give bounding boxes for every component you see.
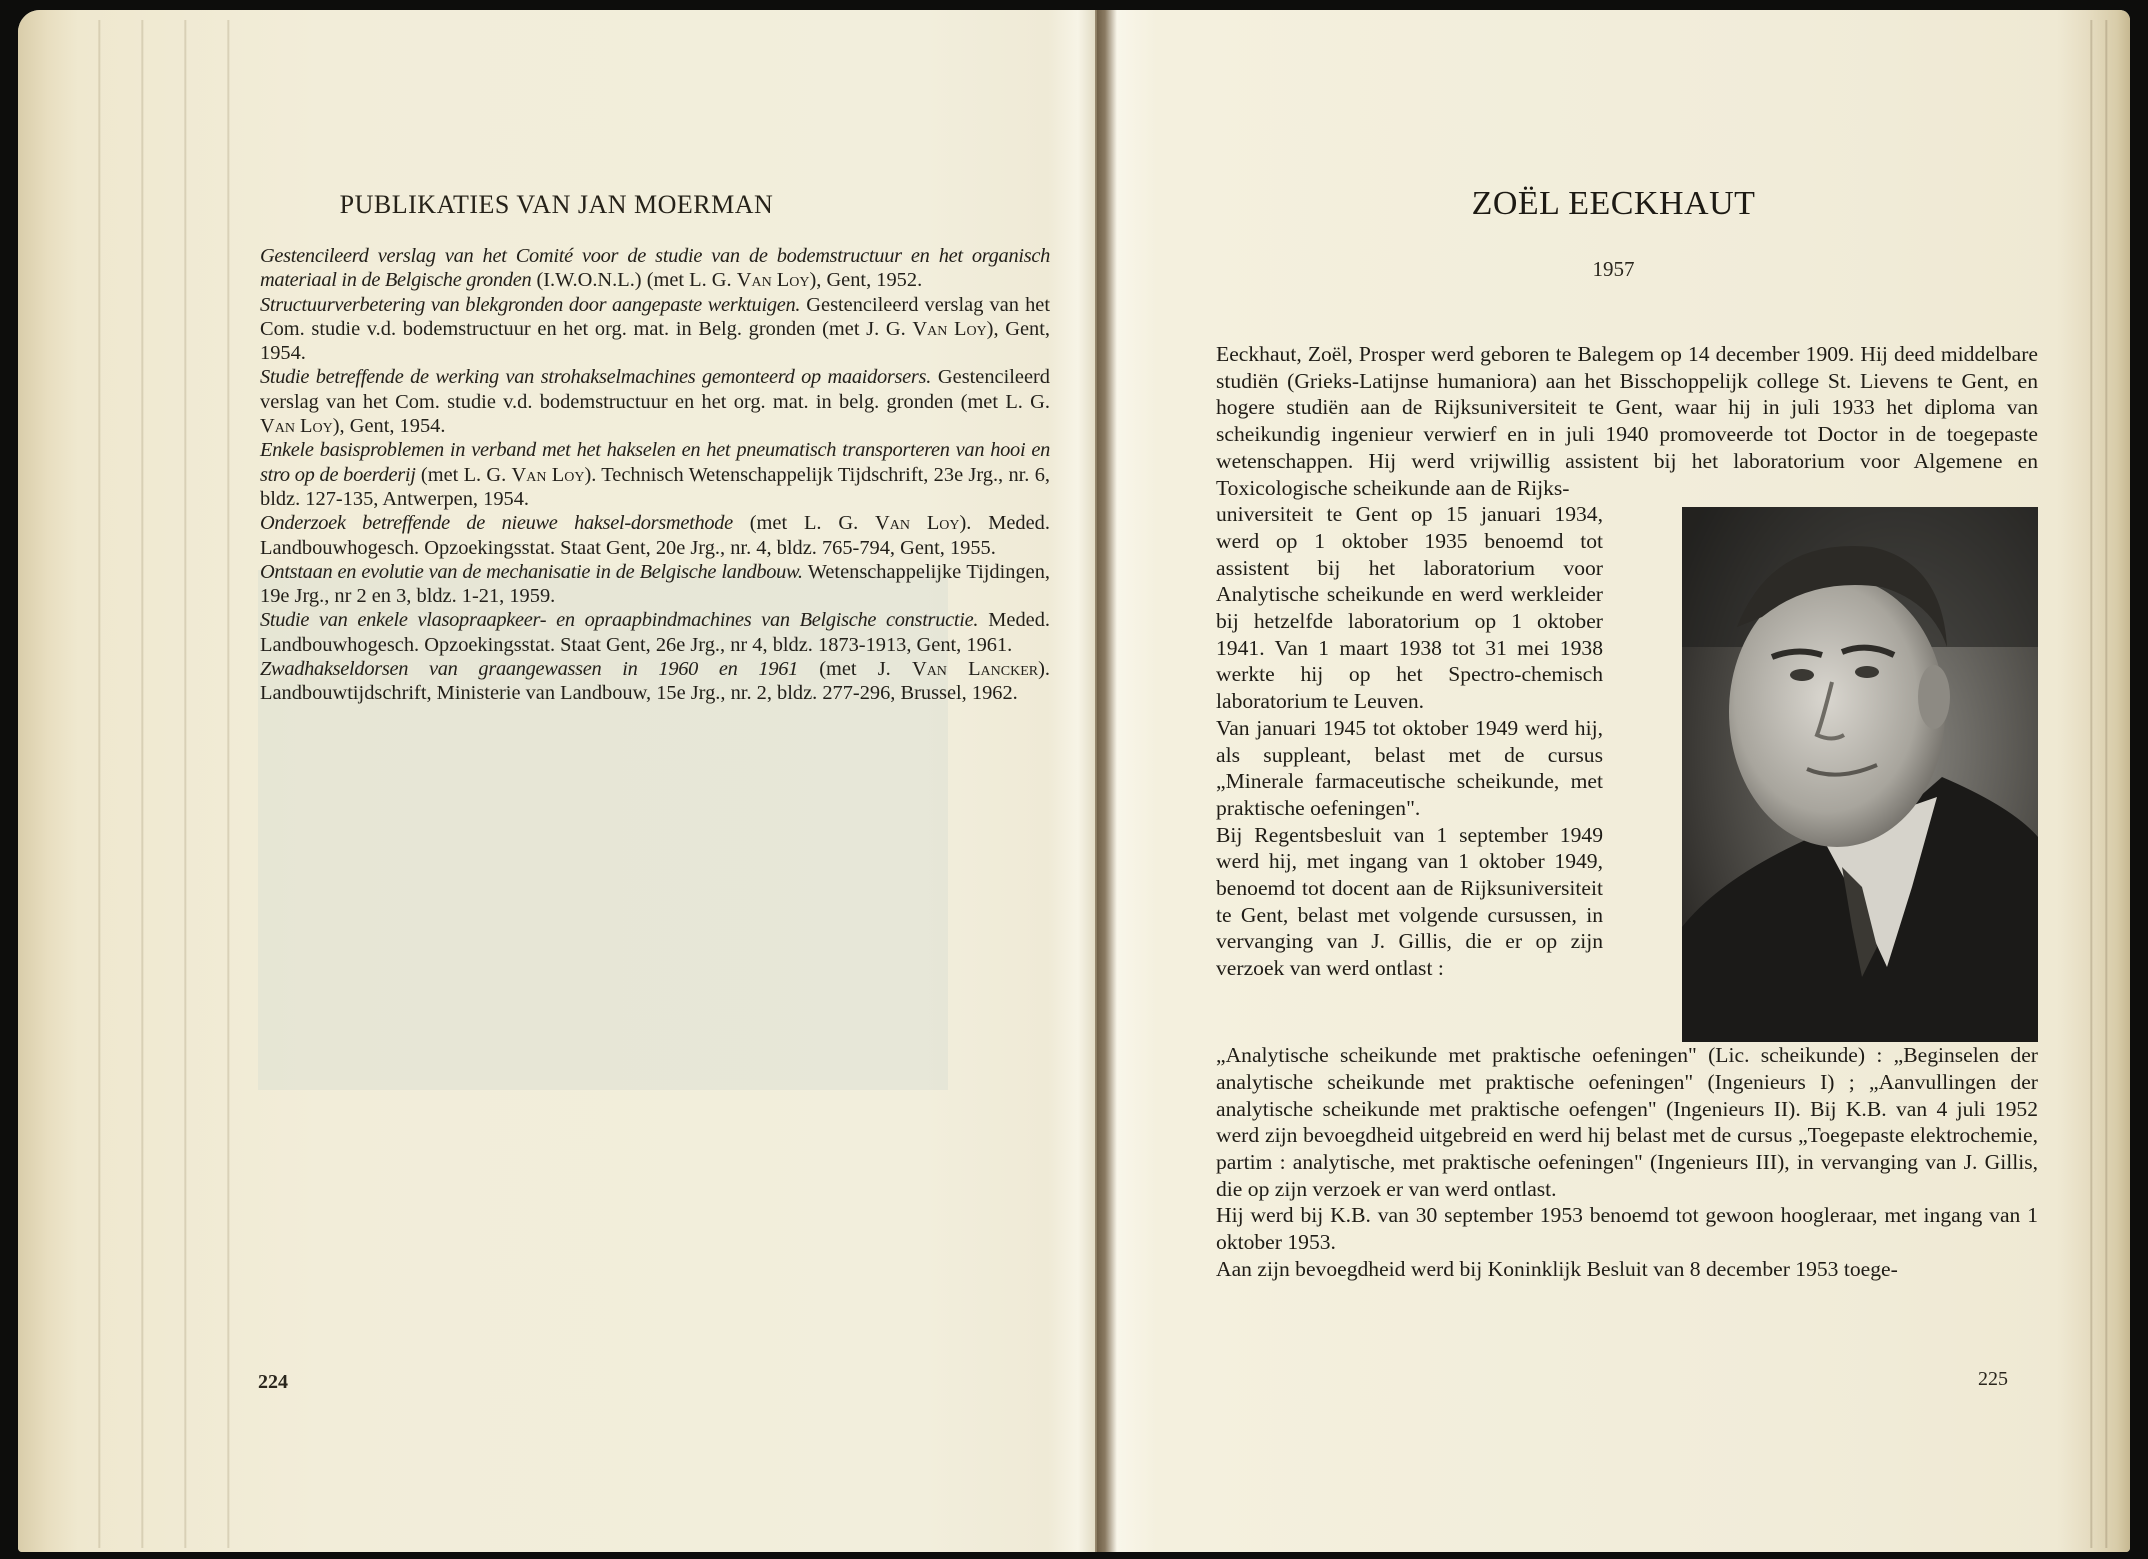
publication-source: ), Gent, 1952.	[809, 269, 923, 292]
coauthor-name: Van Loy	[736, 269, 810, 292]
text-wrapped-column	[1216, 501, 1603, 982]
publication-title: Structuurverbetering van blekgronden door aangepaste werktuigen.	[260, 293, 801, 316]
publication-title: Zwadhakseldorsen van graangewassen in 1960 en 1961	[260, 658, 799, 681]
coauthor-name: Van Loy	[912, 317, 987, 340]
bio-intro-paragraph: Eeckhaut, Zoël, Prosper werd geboren te Balegem op 14 december 1909. Hij deed middelbare studiën (Grieks-Latijnse humaniora) aan het Bisschoppelijk college St. Lievens te Gent, en hogere studiën aan de Rijksuniversiteit te Gent, waar hij in juli 1933 het diploma van scheikundig ingenieur verwierf en in juli 1940 promoveerde tot Doctor in de toegepaste wetenschappen. Hij werd vrijwillig assistent bij het laboratorium voor Algemene en Toxicologische scheikunde aan de Rijks-	[1216, 342, 2038, 500]
publication-source: ). Technisch Wetenschappelijk Tijdschrift, 23e Jrg., nr. 6, bldz. 127-135, Antwerpen, 1954.	[260, 463, 1050, 510]
publication-entry	[260, 511, 1050, 560]
publication-title: Studie van enkele vlasopraapkeer- en opraapbindmachines van Belgische constructie.	[260, 609, 979, 632]
publication-entry	[260, 657, 1050, 706]
page-number-right: 225	[1978, 1368, 2008, 1390]
chapter-year: 1957	[1592, 257, 1635, 281]
publication-details: (met J.	[798, 658, 912, 681]
open-book	[18, 10, 2130, 1552]
bio-paragraph-last: Aan zijn bevoegdheid werd bij Koninklijk Besluit van 8 december 1953 toege-	[1216, 1256, 1898, 1281]
publication-source: ), Gent, 1954.	[260, 317, 1050, 365]
page-edges-right	[2078, 20, 2118, 1548]
publication-title: Studie betreffende de werking van strohakselmachines gemonteerd op maaidorsers.	[260, 366, 931, 389]
publication-source: ), Gent, 1954.	[332, 415, 446, 438]
running-head: PUBLIKATIES VAN JAN MOERMAN	[339, 190, 774, 219]
publication-details: (I.W.O.N.L.) (met L. G.	[531, 269, 737, 292]
portrait-photo	[1682, 507, 2038, 1042]
publication-entry	[260, 365, 1050, 438]
page-edges-left	[58, 20, 238, 1548]
publication-title: Gestencileerd verslag van het Comité voor de studie van de bodemstructuur en het organisch materiaal in de Belgische gronden	[260, 245, 1050, 292]
publication-entry	[260, 293, 1050, 366]
publication-details: Wetenschappelijke Tijdingen, 19e Jrg., nr 2 en 3, bldz. 1-21, 1959.	[260, 560, 1050, 608]
coauthor-name: Van Loy	[875, 512, 960, 535]
publication-details: (met L. G.	[415, 463, 512, 486]
chapter-title: ZOËL EECKHAUT	[1471, 185, 1756, 222]
left-page	[18, 10, 1095, 1552]
publication-source: ). Landbouwtijdschrift, Ministerie van Landbouw, 15e Jrg., nr. 2, bldz. 277-296, Brussel, 1962.	[260, 658, 1051, 705]
bio-paragraph-courses: „Analytische scheikunde met praktische oefeningen" (Lic. scheikunde) : „Beginselen der analytische scheikunde met praktische oefeningen" (Ingenieurs I) ; „Aanvullingen der analytische scheikunde met praktische oefengen" (Ingenieurs II). Bij K.B. van 4 juli 1952 werd zijn bevoegdheid uitgebreid en werd hij belast met de cursus „Toegepaste elektrochemie, partim : analytische, met praktische oefeningen" (Ingenieurs III), in vervanging van J. Gillis, die op zijn verzoek er van werd ontlast.	[1216, 1043, 2038, 1201]
bio-paragraph-suppleant: Van januari 1945 tot oktober 1949 werd hij, als suppleant, belast met de cursus „Minerale farmaceutische scheikunde, met praktische oefeningen".	[1216, 715, 1603, 820]
publication-details: Gestencileerd verslag van het Com. studie v.d. bodemstructuur en het org. mat. in Belg. gronden (met J. G.	[260, 293, 1051, 340]
publication-title: Enkele basisproblemen in verband met het hakselen en het pneumatisch transporteren van hooi en stro op de boerderij	[260, 439, 1050, 486]
bio-paragraph-docent: Bij Regentsbesluit van 1 september 1949 werd hij, met ingang van 1 oktober 1949, benoemd tot docent aan de Rijksuniversiteit te Gent, belast met volgende cursussen, in vervanging van J. Gillis, die er op zijn verzoek van werd ontlast :	[1216, 822, 1603, 981]
publication-details: Gestencileerd verslag van het Com. studie v.d. bodemstructuur en het org. mat. in belg. gronden (met L. G.	[260, 366, 1051, 413]
right-page	[1097, 10, 2130, 1552]
bio-paragraph-professor: Hij werd bij K.B. van 30 september 1953 benoemd tot gewoon hoogleraar, met ingang van 1 oktober 1953.	[1216, 1203, 2038, 1255]
publication-title: Onderzoek betreffende de nieuwe haksel-dorsmethode	[260, 512, 733, 535]
portrait-image-icon	[1682, 507, 2038, 1042]
publication-list	[260, 244, 1050, 706]
publication-entry	[260, 244, 1050, 293]
bio-paragraph-assistant: universiteit te Gent op 15 januari 1934, werd op 1 oktober 1935 benoemd tot assistent bij het laboratorium voor Analytische scheikunde en werd werkleider bij hetzelfde laboratorium op 1 oktober 1941. Van 1 maart 1938 tot 31 mei 1938 werkte hij op het Spectro-chemisch laboratorium te Leuven.	[1216, 502, 1603, 714]
coauthor-name: Van Lancker	[911, 658, 1039, 681]
publication-entry	[260, 560, 1050, 609]
biography-text	[1216, 341, 2038, 1283]
coauthor-name: Van Loy	[260, 415, 333, 438]
coauthor-name: Van Loy	[511, 463, 585, 486]
publication-source: ). Meded. Landbouwhogesch. Opzoekingsstat. Staat Gent, 20e Jrg., nr. 4, bldz. 765-794, Gent, 1955.	[260, 512, 1050, 559]
publication-details: Meded. Landbouwhogesch. Opzoekingsstat. Staat Gent, 26e Jrg., nr 4, bldz. 1873-1913, Gent, 1961.	[260, 609, 1050, 656]
publication-details: (met L. G.	[732, 512, 876, 535]
page-number-left: 224	[258, 1371, 288, 1393]
publication-entry	[260, 608, 1050, 657]
publication-entry	[260, 438, 1050, 511]
publication-title: Ontstaan en evolutie van de mechanisatie in de Belgische landbouw.	[260, 560, 803, 583]
